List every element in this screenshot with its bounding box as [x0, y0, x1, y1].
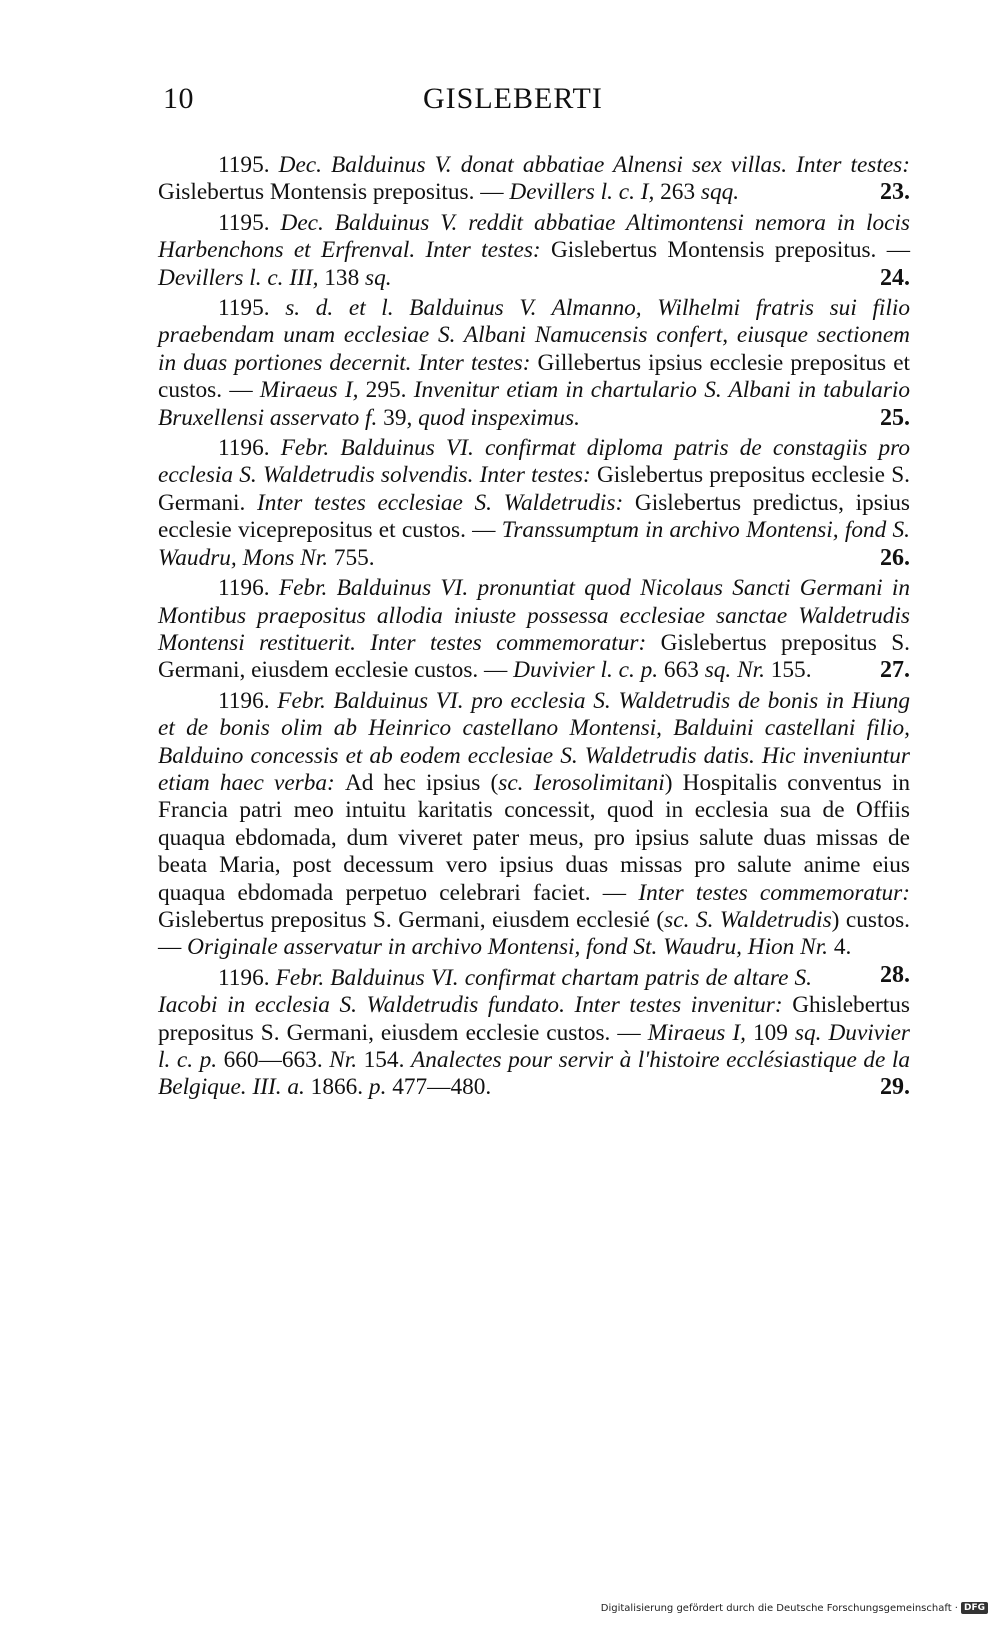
entry-segment: Originale asservatur in archivo Montensi, fond St. Waudru, Hion Nr.: [187, 934, 834, 961]
entry-segment: sqq.: [700, 179, 740, 206]
entry-segment: Febr. Balduinus VI. confirmat diploma patris de constagiis pro ecclesia S. Waldetrudis solvendis. Inter testes:: [158, 435, 910, 489]
entry: [158, 210, 910, 292]
entry-segment: Gislebertus predictus, ipsius ecclesie viceprepositus et custos. —: [158, 489, 911, 544]
entry: [158, 575, 910, 685]
entry-number: 25.: [880, 404, 910, 431]
entry-segment: Febr. Balduinus VI. pronuntiat quod Nicolaus Sancti Germani in Montibus praepositus allodia iniuste possessa ecclesiae sanctae Waldetrudis Montensi restituerit. Inter testes commemoratur:: [158, 575, 910, 656]
entry-segment: Gillebertus ipsius ecclesie prepositus et custos. —: [158, 349, 911, 404]
entry-segment: 1196.: [218, 435, 281, 462]
entry-segment: Invenitur etiam in chartulario S. Albani in tabulario Bruxellensi asservato f.: [158, 377, 911, 431]
entry-segment: sq. Nr.: [704, 657, 771, 684]
entry-segment: sc. S. Waldetrudis: [664, 906, 832, 933]
entry-segment: s. d. et l. Balduinus V. Almanno, Wilhelmi fratris sui filio praebendam unam ecclesiae S. Albani Namucensis confert, eiusque sectionem in duas portiones decernit. Inter testes:: [158, 295, 910, 376]
running-title: GISLEBERTI: [423, 82, 603, 115]
entry: [158, 152, 910, 207]
entry-segment: 1196.: [218, 964, 276, 991]
entry: [158, 295, 910, 432]
entry-segment: 755.: [333, 544, 375, 571]
entry-segment: sc. Ierosolimitani: [498, 769, 665, 796]
entry-segment: quod inspeximus.: [418, 404, 580, 431]
entry-segment: 1866.: [310, 1074, 369, 1101]
entry-text: [158, 210, 910, 292]
entry-segment: 138: [324, 264, 366, 291]
entry-segment: Ad hec ipsius (: [344, 769, 499, 796]
digitization-credit: [601, 1602, 988, 1614]
entry-segment: Gislebertus prepositus ecclesie S. Germani.: [158, 462, 910, 516]
entry-segment: sq.: [365, 264, 392, 291]
entry-segment: Analectes pour servir à l'histoire ecclésiastique de la Belgique. III. a.: [158, 1047, 911, 1101]
entry-segment: 1195.: [218, 209, 281, 236]
entry-segment: 1195.: [218, 152, 279, 178]
entry-segment: 155.: [770, 657, 812, 684]
entry-segment: ) custos. —: [158, 906, 910, 961]
entry-segment: Nr.: [329, 1047, 364, 1073]
entry-text: [158, 575, 910, 685]
entry-segment: 109: [752, 1019, 795, 1046]
entry-number: 23.: [880, 179, 910, 206]
entry-text: [158, 295, 910, 432]
entry-segment: Febr. Balduinus VI. pro ecclesia S. Waldetrudis de bonis in Hiung et de bonis olim ab Heinrico castellano Montensi, Balduini castellani filio, Balduino concessis et ab eodem ecclesiae S. Waldetrudis datis. Hic inveniuntur etiam haec verba:: [158, 687, 910, 796]
entry-segment: 660—663.: [223, 1047, 330, 1073]
entry-segment: Devillers l. c. I,: [509, 179, 661, 206]
entry-segment: 663: [663, 657, 705, 684]
entries-list: [158, 152, 910, 1105]
entry: [158, 965, 910, 1102]
entry-number: 28.: [880, 961, 910, 988]
entry-number: 26.: [880, 544, 910, 571]
entry: [158, 687, 910, 988]
entry-segment: Inter testes commemoratur:: [638, 879, 910, 906]
entry-number: 27.: [880, 657, 910, 684]
entry-segment: 4.: [833, 934, 852, 961]
page-header: [163, 82, 910, 122]
entry-segment: Devillers l. c. III,: [158, 264, 325, 291]
entry: [158, 435, 910, 572]
entry-segment: Miraeus I,: [259, 377, 366, 404]
entry-segment: Dec. Balduinus V. donat abbatiae Alnensi sex villas. Inter testes:: [278, 152, 910, 178]
entry-segment: Duvivier l. c. p.: [513, 657, 664, 684]
entry-segment: p.: [368, 1074, 393, 1101]
entry-segment: Gislebertus prepositus S. Germani, eiusdem ecclesié (: [158, 906, 665, 933]
entry-segment: 477—480.: [392, 1074, 492, 1101]
entry-segment: sq. Duvivier l. c. p.: [158, 1019, 910, 1073]
page-number: 10: [163, 82, 194, 115]
entry-segment: 39,: [383, 404, 419, 431]
entry-segment: Inter testes ecclesiae S. Waldetrudis:: [257, 489, 635, 516]
entry-segment: ) Hospitalis conventus in Francia patri meo intuitu karitatis concessit, quod in ecclesia sua de Offiis quaqua ebdomada, dum viveret pater meus, pro ipsius salute duas missas de beata Maria, post decessum vero ipsius duas missas pro salute anime eius quaqua ebdomada perpetuo celebrari faciet. —: [158, 769, 910, 906]
entry-text: [158, 435, 910, 572]
entry-segment: Ghislebertus prepositus S. Germani, eiusdem ecclesie custos. —: [158, 992, 910, 1046]
entry-segment: Gislebertus prepositus S. Germani, eiusdem ecclesie custos. —: [158, 629, 910, 684]
entry-text: [158, 687, 910, 988]
entry-number: 24.: [880, 264, 910, 291]
entry-segment: 1196.: [218, 575, 279, 602]
entry-segment: 1195.: [218, 295, 286, 322]
entry-number: 29.: [880, 1074, 910, 1101]
entry-segment: Gislebertus Montensis prepositus. —: [158, 179, 510, 206]
entry-segment: Miraeus I,: [647, 1019, 753, 1046]
entry-segment: 295.: [365, 377, 414, 404]
entry-segment: Gislebertus Montensis prepositus. —: [550, 237, 910, 264]
entry-segment: Febr. Balduinus VI. confirmat chartam patris de altare S. Iacobi in ecclesia S. Waldetrudis fundato. Inter testes invenitur:: [158, 964, 812, 1019]
credit-text: Digitalisierung gefördert durch die Deutsche Forschungsgemeinschaft ·: [600, 1602, 958, 1614]
entry-segment: 263: [660, 179, 701, 206]
entry-segment: Transsumptum in archivo Montensi, fond S. Waudru, Mons Nr.: [158, 517, 910, 571]
entry-segment: 154.: [363, 1047, 411, 1073]
entry-segment: Dec. Balduinus V. reddit abbatiae Altimontensi nemora in locis Harbenchons et Erfrenval. Inter testes:: [158, 209, 910, 264]
entry-text: [158, 965, 910, 1102]
dfg-logo: DFG: [961, 1602, 988, 1614]
entry-text: [158, 152, 910, 207]
entry-segment: 1196.: [218, 687, 278, 714]
